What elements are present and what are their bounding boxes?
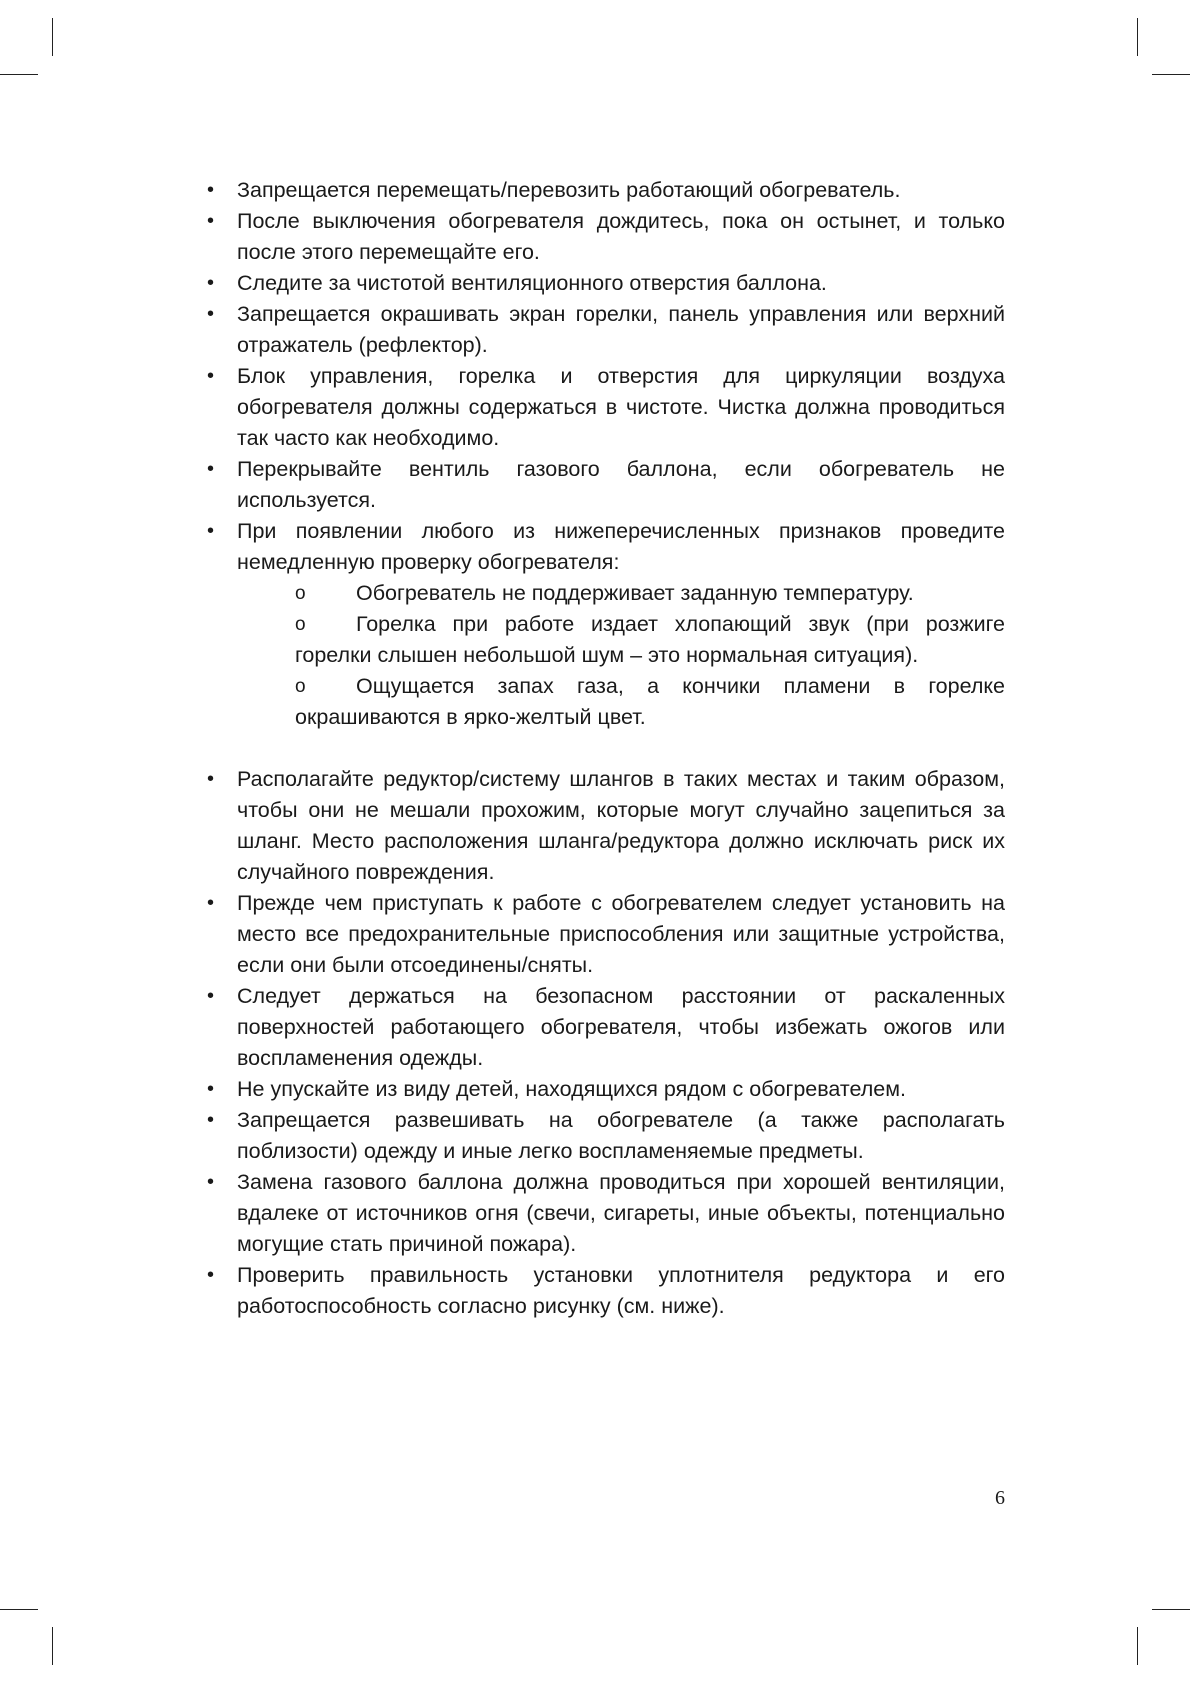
bullet-dot: • <box>207 1171 215 1193</box>
page-content <box>207 175 1005 1322</box>
symptoms-sublist <box>237 578 1005 733</box>
list-item <box>207 1074 1005 1105</box>
sublist-item <box>295 578 1005 609</box>
safety-list <box>207 175 1005 1322</box>
list-item <box>207 299 1005 361</box>
list-item-text: Прежде чем приступать к работе с обогревателем следует установить на место все предохранительные приспособления или защитные устройства, если они были отсоединены/сняты. <box>237 891 1005 977</box>
crop-mark-top-left-horizontal <box>0 74 38 75</box>
bullet-dot: • <box>207 210 215 232</box>
bullet-dot: • <box>207 179 215 201</box>
bullet-dot: • <box>207 458 215 480</box>
bullet-dot: • <box>207 272 215 294</box>
list-item-text: Следует держаться на безопасном расстоянии от раскаленных поверхностей работающего обогревателя, чтобы избежать ожогов или воспламенения одежды. <box>237 984 1005 1070</box>
list-item-text: После выключения обогревателя дождитесь, пока он остынет, и только после этого перемещайте его. <box>237 209 1005 264</box>
list-item <box>207 516 1005 733</box>
bullet-dot: • <box>207 303 215 325</box>
list-item-text: Располагайте редуктор/систему шлангов в таких местах и таким образом, чтобы они не мешали прохожим, которые могут случайно зацепиться за шланг. Место расположения шланга/редуктора должно исключать риск их случайного повреждения. <box>237 767 1005 884</box>
list-item <box>207 206 1005 268</box>
list-item <box>207 175 1005 206</box>
crop-mark-top-right-vertical <box>1137 18 1138 56</box>
bullet-dot: • <box>207 1264 215 1286</box>
sub-bullet-circle: o <box>295 676 306 697</box>
crop-mark-bottom-left-vertical <box>52 1627 53 1665</box>
list-item-text: Блок управления, горелка и отверстия для циркуляции воздуха обогревателя должны содержаться в чистоте. Чистка должна проводиться так часто как необходимо. <box>237 364 1005 450</box>
sublist-item <box>295 671 1005 733</box>
list-item-text: При появлении любого из нижеперечисленных признаков проведите немедленную проверку обогревателя: <box>237 519 1005 574</box>
list-item <box>207 454 1005 516</box>
list-item <box>207 1260 1005 1322</box>
bullet-dot: • <box>207 1109 215 1131</box>
sub-bullet-circle: o <box>295 583 306 604</box>
crop-mark-bottom-left-horizontal <box>0 1609 38 1610</box>
sub-bullet-circle: o <box>295 614 306 635</box>
list-item <box>207 268 1005 299</box>
list-item-text: Перекрывайте вентиль газового баллона, если обогреватель не используется. <box>237 457 1005 512</box>
sublist-item-text: Ощущается запах газа, а кончики пламени в горелке окрашиваются в ярко-желтый цвет. <box>295 674 1005 729</box>
bullet-dot: • <box>207 365 215 387</box>
list-item <box>207 1105 1005 1167</box>
list-item <box>207 764 1005 888</box>
page-number: 6 <box>995 1487 1005 1509</box>
list-item <box>207 1167 1005 1260</box>
list-item <box>207 888 1005 981</box>
list-item-text: Не упускайте из виду детей, находящихся рядом с обогревателем. <box>237 1077 907 1101</box>
list-item <box>207 361 1005 454</box>
list-item-text: Проверить правильность установки уплотнителя редуктора и его работоспособность согласно рисунку (см. ниже). <box>237 1263 1005 1318</box>
list-item-text: Запрещается развешивать на обогревателе (а также располагать поблизости) одежду и иные легко воспламеняемые предметы. <box>237 1108 1005 1163</box>
bullet-dot: • <box>207 768 215 790</box>
sublist-item <box>295 609 1005 671</box>
sublist-item-text: Обогреватель не поддерживает заданную температуру. <box>356 581 914 605</box>
bullet-dot: • <box>207 985 215 1007</box>
bullet-dot: • <box>207 892 215 914</box>
list-item-text: Замена газового баллона должна проводиться при хорошей вентиляции, вдалеке от источников огня (свечи, сигареты, иные объекты, потенциально могущие стать причиной пожара). <box>237 1170 1005 1256</box>
bullet-dot: • <box>207 1078 215 1100</box>
list-item-text: Следите за чистотой вентиляционного отверстия баллона. <box>237 271 827 295</box>
sublist-item-text: Горелка при работе издает хлопающий звук (при розжиге горелки слышен небольшой шум – это нормальная ситуация). <box>295 612 1005 667</box>
crop-mark-bottom-right-horizontal <box>1152 1609 1190 1610</box>
list-item-text: Запрещается окрашивать экран горелки, панель управления или верхний отражатель (рефлектор). <box>237 302 1005 357</box>
bullet-dot: • <box>207 520 215 542</box>
crop-mark-bottom-right-vertical <box>1137 1627 1138 1665</box>
crop-mark-top-left-vertical <box>52 18 53 56</box>
crop-mark-top-right-horizontal <box>1152 74 1190 75</box>
list-item-text: Запрещается перемещать/перевозить работающий обогреватель. <box>237 178 901 202</box>
list-item <box>207 981 1005 1074</box>
